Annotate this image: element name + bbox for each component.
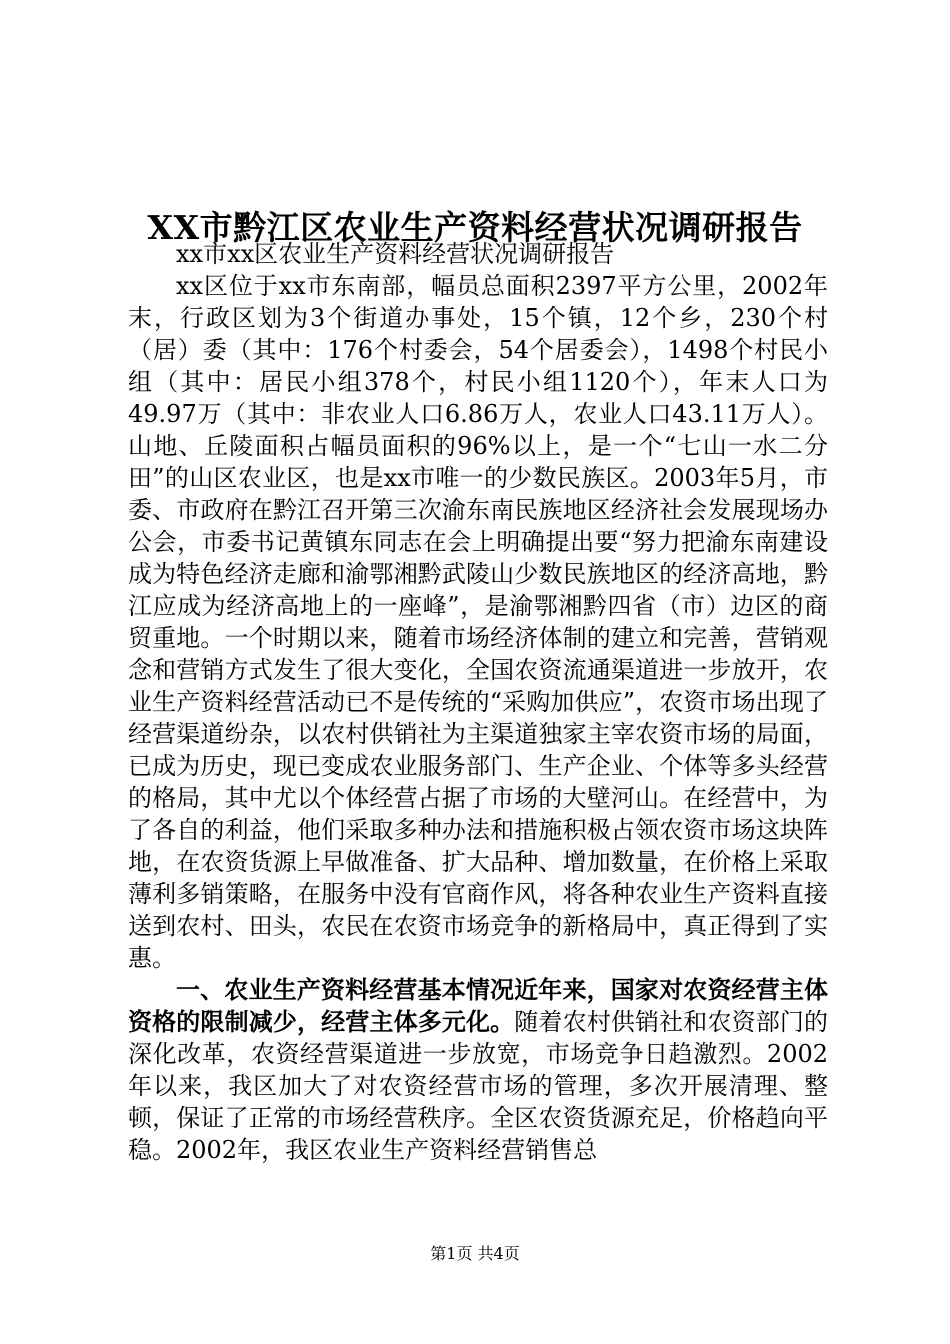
- document-body: [128, 238, 828, 1166]
- document-title: XX市黔江区农业生产资料经营状况调研报告: [147, 208, 803, 248]
- section-1-heading: 一、农业生产资料经营基本情况近年来，国家对农资经营主体资格的限制减少，经营主体多元化。: [128, 975, 828, 1036]
- paragraph-1: xx区位于xx市东南部，幅员总面积2397平方公里，2002年末，行政区划为3个街道办事处，15个镇，12个乡，230个村（居）委（其中：176个村委会，54个居委会），1498个村民小组（其中：居民小组378个，村民小组1120个），年末人口为49.97万（其中：非农业人口6.86万人，农业人口43.11万人）。山地、丘陵面积占幅员面积的96%以上，是一个“七山一水二分田”的山区农业区，也是xx市唯一的少数民族区。2003年5月，市委、市政府在黔江召开第三次渝东南民族地区经济社会发展现场办公会，市委书记黄镇东同志在会上明确提出要“努力把渝东南建设成为特色经济走廊和渝鄂湘黔武陵山少数民族地区的经济高地，黔江应成为经济高地上的一座峰”，是渝鄂湘黔四省（市）边区的商贸重地。一个时期以来，随着市场经济体制的建立和完善，营销观念和营销方式发生了很大变化，全国农资流通渠道进一步放开，农业生产资料经营活动已不是传统的“采购加供应”，农资市场出现了经营渠道纷杂，以农村供销社为主渠道独家主宰农资市场的局面，已成为历史，现已变成农业服务部门、生产企业、个体等多头经营的格局，其中尤以个体经营占据了市场的大壁河山。在经营中，为了各自的利益，他们采取多种办法和措施积极占领农资市场这块阵地，在农资货源上早做准备、扩大品种、增加数量，在价格上采取薄利多销策略，在服务中没有官商作风，将各种农业生产资料直接送到农村、田头，农民在农资市场竞争的新格局中，真正得到了实惠。: [128, 272, 828, 972]
- document-subtitle: xx市xx区农业生产资料经营状况调研报告: [176, 240, 615, 268]
- section-1-text: 随着农村供销社和农资部门的深化改革，农资经营渠道进一步放宽，市场竞争日趋激烈。2002年以来，我区加大了对农资经营市场的管理，多次开展清理、整顿，保证了正常的市场经营秩序。全区农资货源充足，价格趋向平稳。2002年，我区农业生产资料经营销售总: [128, 1008, 829, 1164]
- paragraph-section-1: [128, 974, 828, 1166]
- page-footer: 第1页 共4页: [430, 1244, 520, 1263]
